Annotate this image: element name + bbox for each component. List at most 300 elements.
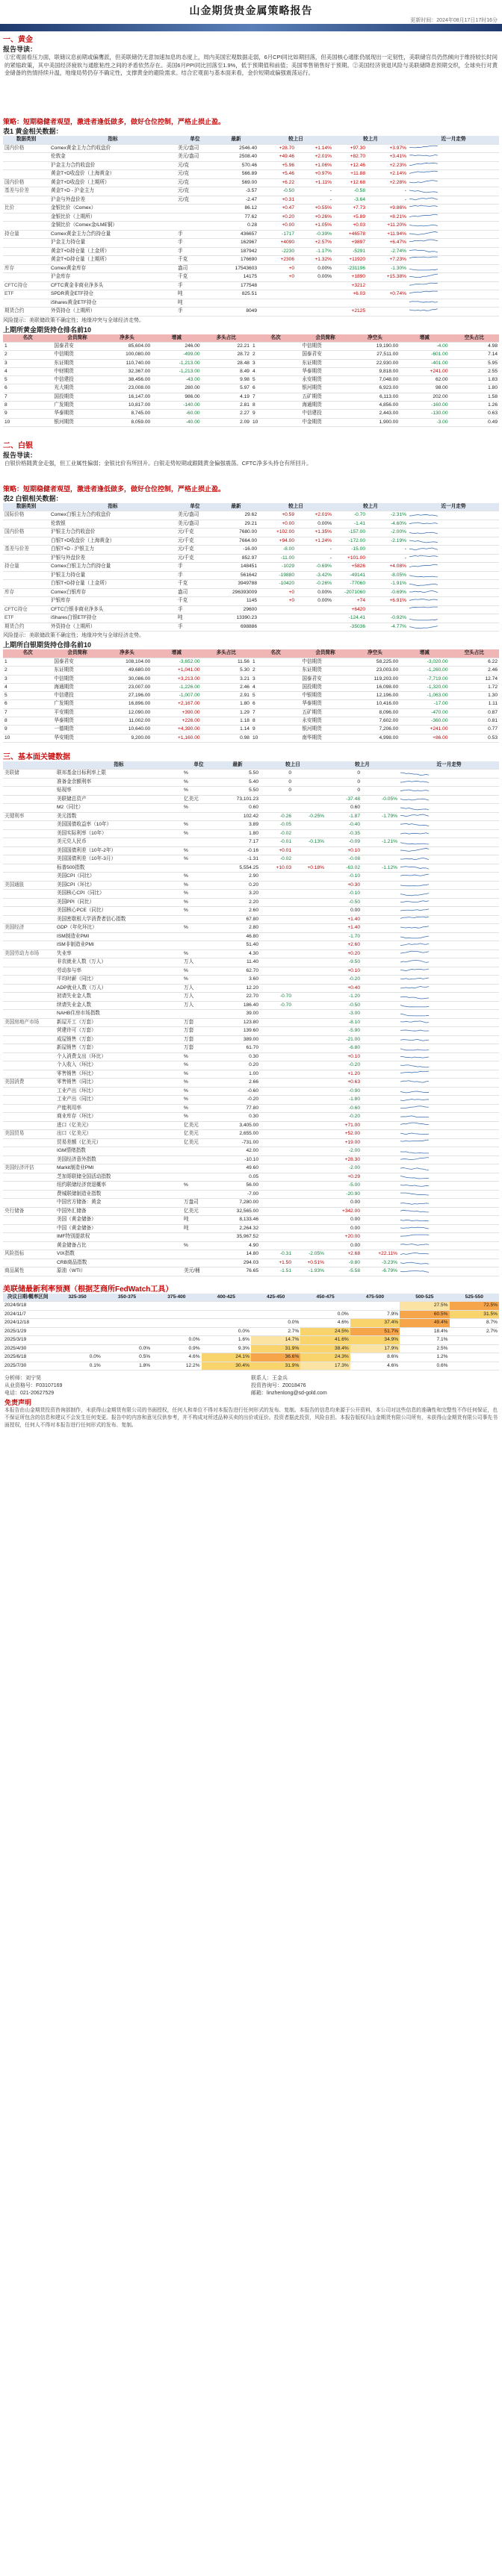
row-indicator: Comex白银主力合约收盘价 [49,511,176,520]
row-unit: % [182,1079,215,1088]
fed-prob [52,1310,102,1319]
table-row [3,804,499,813]
trend-sparkline [409,546,438,552]
row-indicator: 中国外汇储备 [55,1207,182,1216]
row-category [3,1027,55,1036]
row-value: +0.30 [326,881,362,890]
row-value: +28.70 [258,144,296,153]
rank-cell: 东证期货 [52,667,102,675]
table-row [3,520,499,528]
row-value: 11.40 [215,958,260,967]
rank-cell: 49,680.00 [102,667,152,675]
table-row [3,1070,499,1079]
row-value [293,1018,326,1027]
row-value [260,1018,293,1027]
row-value: -0.26% [296,580,333,589]
row-value: 0 [326,770,362,779]
row-unit: 万套 [182,1044,215,1053]
row-value: +1.35% [296,528,333,537]
rank-cell: 16,098.00 [350,683,400,691]
rank-cell: -1,007.00 [152,692,201,700]
row-value: +1.11% [296,178,333,187]
trend-sparkline [400,856,429,862]
trend-sparkline [400,985,429,991]
row-value [293,924,326,933]
row-indicator: 外资持仓（上期所） [49,308,176,316]
rank-cell: 8 [3,402,52,410]
rank-cell: 5.97 [202,384,251,393]
row-trend [399,1156,499,1164]
row-trend [399,907,499,916]
row-value: -2.31% [367,511,408,520]
trend-sparkline [400,1259,429,1265]
row-trend [399,855,499,864]
row-trend [408,588,499,597]
rank-cell: 4.98 [450,343,499,351]
row-value: +2.01% [296,511,333,520]
row-unit: % [182,1070,215,1079]
row-category [3,222,49,231]
row-unit: 万盎司 [182,1199,215,1208]
row-value: -1.31 [215,855,260,864]
gold-table-title: 表1 黄金相关数据： [3,128,63,135]
row-value: -0.05 [260,821,293,830]
row-value: -0.02 [260,855,293,864]
row-value: 139.60 [215,1027,260,1036]
row-category [3,984,55,993]
rank-cell: 246.00 [152,343,201,351]
row-value: -1.17% [296,247,333,256]
analyst-info [0,1375,502,1397]
row-trend [399,804,499,813]
row-category: 美国通胀 [3,881,55,890]
row-indicator: 沪金主力持仓量 [49,239,176,248]
row-value [362,1241,399,1250]
row-value [362,1190,399,1199]
trend-sparkline [409,145,438,151]
table-row [3,821,499,830]
row-value: +1.06% [296,161,333,170]
row-indicator: 进口（亿美元） [55,1121,182,1130]
row-value [293,1121,326,1130]
table-row [3,230,499,239]
row-value [362,804,399,813]
row-trend [408,520,499,528]
rank-cell: 1 [3,343,52,351]
row-value: -0.20 [326,976,362,985]
table-row [3,247,499,256]
row-trend [408,144,499,153]
row-value [362,1138,399,1147]
row-trend [399,993,499,1002]
row-category: 国内价格 [3,144,49,153]
rank-cell: 南华期货 [300,734,350,742]
rank-cell: 中银期货 [300,692,350,700]
rank-cell: 1.26 [450,402,499,410]
row-indicator: 沪金主力合约收盘价 [49,161,176,170]
row-category [3,1156,55,1164]
row-category [3,161,49,170]
row-unit: 万套 [182,1035,215,1044]
row-value: 77.80 [215,1104,260,1113]
row-value: -0.50 [326,1001,362,1010]
rank-cell: 华安期货 [52,734,102,742]
row-unit: 元/克 [176,170,214,179]
row-value: 566.89 [214,170,258,179]
row-value: -157.00 [333,528,367,537]
gold-guide-title: 报告导读： [3,46,37,53]
row-unit [182,1156,215,1164]
rank-cell: 东证期货 [300,667,350,675]
row-trend [399,1104,499,1113]
table-row [3,144,499,153]
row-value [362,873,399,882]
row-category [3,915,55,924]
row-category [3,1061,55,1070]
gold-rank-table [3,334,499,427]
row-value: 162967 [214,239,258,248]
fed-prob: 36.6% [251,1353,300,1362]
row-value [260,907,293,916]
trend-sparkline [400,1131,429,1137]
rank-cell: 0.49 [450,418,499,426]
row-indicator: 美国CPI（同比） [55,873,182,882]
row-value: +0.97% [296,170,333,179]
row-value [260,1156,293,1164]
row-value [362,976,399,985]
row-value: +9.86% [367,205,408,213]
rank-cell: 23,008.00 [102,384,152,393]
fed-date: 2025/3/19 [3,1336,52,1345]
rank-cell: 8 [251,402,300,410]
row-unit [182,1233,215,1242]
row-indicator: Comex白银主力合约持仓量 [49,563,176,572]
row-value [293,778,326,787]
rank-cell: 5 [251,376,300,384]
row-value: -2.00% [367,528,408,537]
row-value: - [367,554,408,563]
table-row [3,256,499,265]
row-category [3,1096,55,1105]
row-trend [399,924,499,933]
trend-sparkline [400,1148,429,1154]
row-unit: 元/千克 [176,528,214,537]
table-row [3,264,499,273]
rank-cell: -7,719.00 [400,675,449,683]
row-category [3,247,49,256]
gold-strategy: 策略：短期稳健者观望，激进者逢低做多，做好仓位控制，严格止损止盈。 [3,118,226,125]
trend-sparkline [400,891,429,896]
trend-sparkline [400,1105,429,1111]
rank-cell: 9,818.00 [350,367,400,375]
footer-line: 邮箱：linzhenlong@sd-gold.com [251,1391,327,1397]
table-row [3,205,499,213]
row-value: -7.00 [215,1190,260,1199]
gold-rank-title: 上期所黄金期货持仓排名前10 [3,325,92,334]
trend-sparkline [400,1217,429,1223]
row-trend [399,1173,499,1182]
row-indicator: 美国CPI（环比） [55,881,182,890]
row-value: 0.00% [296,520,333,528]
row-category [3,554,49,563]
row-trend [408,239,499,248]
fed-row [3,1310,499,1319]
rank-col-header: 名次 [251,334,300,343]
row-value: 0 [260,787,293,796]
rank-cell: 10 [251,734,300,742]
row-value: 2.60 [215,907,260,916]
trend-sparkline [400,847,429,853]
row-trend [399,1267,499,1276]
row-value [293,1096,326,1105]
row-unit: % [182,770,215,779]
row-value [362,821,399,830]
row-value: -1.21% [362,838,399,847]
row-value: -1717 [258,230,296,239]
trend-sparkline [400,796,429,802]
row-value [260,1130,293,1139]
row-indicator: 中国（黄金储备） [55,1224,182,1233]
row-indicator: 中国官方储备：黄金 [55,1199,182,1208]
row-indicator: IGM情绪指数 [55,1147,182,1156]
row-value: 102.42 [215,812,260,821]
rank-cell: 6.22 [450,658,499,666]
row-value: 3,405.00 [215,1121,260,1130]
row-value: 3.60 [215,976,260,985]
rank-col-header: 名次 [251,649,300,658]
rank-cell: -3.00 [400,418,449,426]
row-value [362,1079,399,1088]
fed-col-header: 500-525 [400,1294,449,1302]
row-value [296,623,333,631]
row-value: +52.00 [326,1130,362,1139]
row-category [3,890,55,899]
row-value: +0.10 [326,846,362,855]
rank-cell: -4.00 [400,343,449,351]
row-value: +0.18% [293,864,326,873]
rank-cell: 10 [3,418,52,426]
row-value [260,1113,293,1122]
fed-prob: 17.3% [300,1362,350,1370]
trend-sparkline [409,615,438,621]
trend-sparkline [409,606,438,612]
trend-sparkline [409,512,438,518]
row-value: -2.05% [293,1250,326,1259]
row-value [293,1241,326,1250]
rank-cell: 4,856.00 [350,402,400,410]
rank-cell: 280.00 [152,384,201,393]
row-value: -1.20 [326,993,362,1002]
rank-cell: 5.30 [202,667,251,675]
row-value: - [296,187,333,196]
row-indicator: 商业库存（环比） [55,1113,182,1122]
table-row [3,846,499,855]
row-indicator: VIX指数 [55,1250,182,1259]
table-row [3,1138,499,1147]
row-value: +6.47% [367,239,408,248]
trend-sparkline [400,994,429,999]
row-value: +2.57% [296,239,333,248]
row-value: 2,264.32 [215,1224,260,1233]
row-value: +22.11% [362,1250,399,1259]
table-row [3,1052,499,1061]
row-value: +11.20% [367,222,408,231]
row-category [3,213,49,222]
trend-sparkline [409,564,438,570]
trend-sparkline [400,1070,429,1076]
row-category [3,1104,55,1113]
trend-sparkline [409,273,438,279]
row-unit: 手 [176,308,214,316]
row-unit: 万套 [182,1027,215,1036]
row-trend [399,1241,499,1250]
trend-sparkline [400,830,429,836]
trend-sparkline [409,205,438,210]
row-indicator: 美国国债收益率（10年） [55,821,182,830]
rank-cell: 1.72 [450,683,499,691]
row-value: - [367,187,408,196]
row-value [258,623,296,631]
rank-row [3,692,499,700]
row-trend [408,213,499,222]
row-value: 2508.40 [214,153,258,162]
table-row [3,222,499,231]
row-category [3,1121,55,1130]
rank-cell: 5 [251,692,300,700]
row-unit [182,864,215,873]
rank-cell: 0.53 [450,734,499,742]
row-indicator: ISM非制造业PMI [55,941,182,950]
row-category: CFTC持仓 [3,281,49,290]
row-indicator: Comex黄金库存 [49,264,176,273]
row-value [260,1035,293,1044]
rank-cell: 6,113.00 [350,393,400,401]
row-unit: % [182,1113,215,1122]
row-value: 825.51 [214,290,258,299]
row-value [260,890,293,899]
row-category [3,846,55,855]
row-value: 0.20 [215,1061,260,1070]
row-value: -5.00 [326,1182,362,1191]
row-value: 0.00 [326,907,362,916]
trend-sparkline [400,1182,429,1188]
row-value: 0.00 [326,1241,362,1250]
row-value: +101.00 [333,554,367,563]
table-row [3,1250,499,1259]
table-row [3,511,499,520]
rank-col-header: 净多头 [102,649,152,658]
rank-cell: 1.14 [202,726,251,734]
fed-prob: 0.9% [152,1344,201,1353]
fed-prob [251,1302,300,1311]
row-value: 2546.40 [214,144,258,153]
fed-date: 2024/9/18 [3,1302,52,1311]
row-trend [399,1130,499,1139]
row-value [293,1164,326,1173]
row-category: 美国消费 [3,1079,55,1088]
row-indicator: 工业产出（环比） [55,1087,182,1096]
trend-sparkline [409,153,438,159]
row-value: -8.00 [258,546,296,555]
row-category [3,1233,55,1242]
table-row [3,932,499,941]
trend-sparkline [400,1097,429,1103]
row-value: +28.30 [326,1156,362,1164]
table-row [3,588,499,597]
rank-cell: 23,007.00 [102,683,152,691]
row-value [362,770,399,779]
row-unit: 手 [176,239,214,248]
table-row [3,614,499,623]
col-header-category [3,761,55,770]
row-indicator: 美联储总资产 [55,795,182,804]
row-category: 库存 [3,588,49,597]
row-value: -15.00 [333,546,367,555]
table-row [3,795,499,804]
row-value: -172.00 [333,537,367,546]
rank-cell: 27,196.00 [102,692,152,700]
row-unit: % [182,778,215,787]
row-indicator: 个人消费支出（环比） [55,1052,182,1061]
trend-sparkline [400,770,429,776]
trend-sparkline [400,1122,429,1128]
row-value: +1.40 [326,924,362,933]
row-unit: % [182,855,215,864]
trend-sparkline [400,1156,429,1162]
row-value: 42.00 [215,1147,260,1156]
row-value [362,1035,399,1044]
row-value [260,1138,293,1147]
col-header-unit: 单位 [176,136,214,144]
row-value: 0.30 [215,1113,260,1122]
rank-cell: 华泰期货 [300,700,350,708]
trend-sparkline [400,1088,429,1094]
row-category [3,520,49,528]
rank-cell: 1 [251,658,300,666]
row-unit: 手 [176,563,214,572]
row-unit: 吨 [176,299,214,308]
row-trend [408,605,499,614]
row-unit: % [182,1182,215,1191]
row-indicator: NAHB住房市场指数 [55,1010,182,1019]
row-category [3,1001,55,1010]
rank-cell: 10,416.00 [350,700,400,708]
rank-row [3,726,499,734]
row-indicator: 标普500指数 [55,864,182,873]
row-value: +2306 [258,256,296,265]
trend-sparkline [400,1079,429,1085]
row-value [260,932,293,941]
row-value [362,1052,399,1061]
rank-cell: -470.00 [400,708,449,717]
rank-cell: 4 [3,683,52,691]
row-value: 3949788 [214,580,258,589]
row-value: 570.46 [214,161,258,170]
fedwatch-title: 美联储最新利率预测（根据芝商所FedWatch工具） [3,1285,173,1294]
fed-prob [152,1310,201,1319]
fed-prob: 8.6% [350,1353,400,1362]
row-unit: 手 [176,247,214,256]
row-value [362,984,399,993]
row-category [3,829,55,838]
trend-sparkline [400,976,429,982]
fed-row [3,1344,499,1353]
table-row [3,855,499,864]
rank-cell: 28.48 [202,359,251,367]
row-value: -0.26 [260,812,293,821]
row-value [260,1087,293,1096]
row-trend [399,1113,499,1122]
